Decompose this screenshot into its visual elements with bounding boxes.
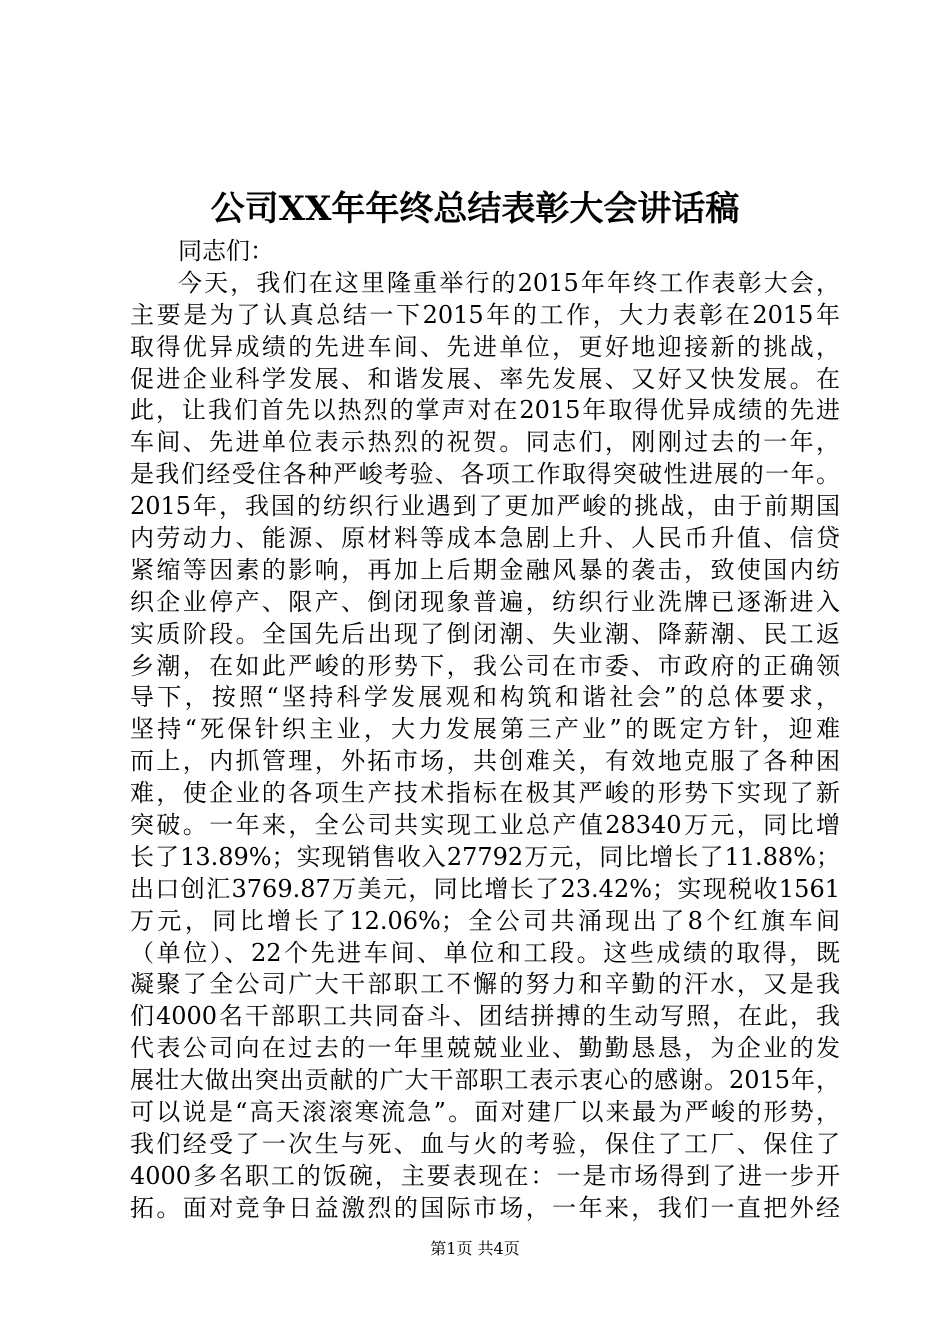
paragraph-line: 凝聚了全公司广大干部职工不懈的努力和辛勤的汗水，又是我 xyxy=(130,970,840,999)
paragraph-line: 车间、先进单位表示热烈的祝贺。同志们，刚刚过去的一年， xyxy=(130,428,840,457)
paragraph-line: 乡潮，在如此严峻的形势下，我公司在市委、市政府的正确领 xyxy=(130,651,840,680)
paragraph-line: 坚持“死保针织主业，大力发展第三产业”的既定方针，迎难 xyxy=(130,715,840,744)
paragraph-line: 导下，按照“坚持科学发展观和构筑和谐社会”的总体要求， xyxy=(130,683,840,712)
paragraph-line: 主要是为了认真总结一下2015年的工作，大力表彰在2015年 xyxy=(130,300,840,329)
paragraph-line: 拓。面对竞争日益激烈的国际市场，一年来，我们一直把外经 xyxy=(130,1193,840,1222)
paragraph-line: 紧缩等因素的影响，再加上后期金融风暴的袭击，致使国内纺 xyxy=(130,555,840,584)
paragraph-line: 今天，我们在这里隆重举行的2015年年终工作表彰大会， xyxy=(178,268,840,297)
document-body xyxy=(130,236,840,1225)
paragraph-line: 代表公司向在过去的一年里兢兢业业、勤勤恳恳，为企业的发 xyxy=(130,1034,840,1063)
paragraph-line: 长了13.89%；实现销售收入27792万元，同比增长了11.88%； xyxy=(130,842,840,871)
paragraph-line: 2015年，我国的纺织行业遇到了更加严峻的挑战，由于前期国 xyxy=(130,492,840,521)
paragraph-line: 万元，同比增长了12.06%；全公司共涌现出了8个红旗车间 xyxy=(130,906,840,935)
paragraph-line: 们4000名干部职工共同奋斗、团结拼搏的生动写照，在此，我 xyxy=(130,1002,840,1031)
paragraph-line: 织企业停产、限产、倒闭现象普遍，纺织行业洗牌已逐渐进入 xyxy=(130,587,840,616)
paragraph-line: 4000多名职工的饭碗，主要表现在：一是市场得到了进一步开 xyxy=(130,1161,840,1190)
paragraph-line: 出口创汇3769.87万美元，同比增长了23.42%；实现税收1561 xyxy=(130,874,840,903)
paragraph-line: 而上，内抓管理，外拓市场，共创难关，有效地克服了各种困 xyxy=(130,747,840,776)
paragraph-line: 内劳动力、能源、原材料等成本急剧上升、人民币升值、信贷 xyxy=(130,524,840,553)
paragraph-line: 促进企业科学发展、和谐发展、率先发展、又好又快发展。在 xyxy=(130,364,840,393)
paragraph-line: 难，使企业的各项生产技术指标在极其严峻的形势下实现了新 xyxy=(130,779,840,808)
paragraph-line: 我们经受了一次生与死、血与火的考验，保住了工厂、保住了 xyxy=(130,1129,840,1158)
page-number-footer: 第1页 共4页 xyxy=(430,1239,520,1258)
paragraph-line: 取得优异成绩的先进车间、先进单位，更好地迎接新的挑战， xyxy=(130,332,840,361)
paragraph-line: 展壮大做出突出贡献的广大干部职工表示衷心的感谢。2015年， xyxy=(130,1066,840,1095)
paragraph-line: 是我们经受住各种严峻考验、各项工作取得突破性进展的一年。 xyxy=(130,460,840,489)
paragraph-line: 突破。一年来，全公司共实现工业总产值28340万元，同比增 xyxy=(130,811,840,840)
salutation: 同志们： xyxy=(178,237,274,265)
document-title: 公司XX年年终总结表彰大会讲话稿 xyxy=(210,189,740,229)
paragraph-line: 可以说是“高天滚滚寒流急”。面对建厂以来最为严峻的形势， xyxy=(130,1098,840,1127)
paragraph-line: （单位）、22个先进车间、单位和工段。这些成绩的取得，既 xyxy=(130,938,840,967)
paragraph-line: 此，让我们首先以热烈的掌声对在2015年取得优异成绩的先进 xyxy=(130,396,840,425)
paragraph-line: 实质阶段。全国先后出现了倒闭潮、失业潮、降薪潮、民工返 xyxy=(130,619,840,648)
